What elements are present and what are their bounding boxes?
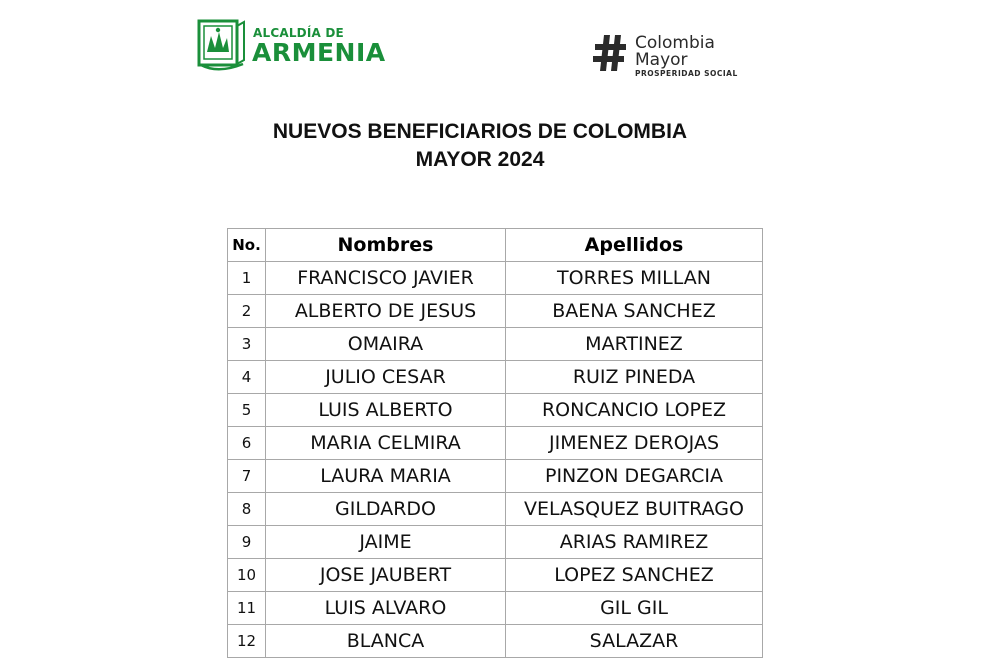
table-row (228, 526, 763, 559)
cell-apellidos: LOPEZ SANCHEZ (506, 559, 763, 592)
table-row (228, 460, 763, 493)
cell-apellidos: SALAZAR (506, 625, 763, 658)
cell-no: 6 (228, 427, 266, 460)
table-header-row (228, 229, 763, 262)
cell-apellidos: PINZON DEGARCIA (506, 460, 763, 493)
cell-no: 12 (228, 625, 266, 658)
cell-no: 7 (228, 460, 266, 493)
cell-apellidos: JIMENEZ DEROJAS (506, 427, 763, 460)
table-row (228, 394, 763, 427)
table-body (228, 262, 763, 658)
cell-apellidos: ARIAS RAMIREZ (506, 526, 763, 559)
title-line-1: NUEVOS BENEFICIARIOS DE COLOMBIA (272, 120, 688, 143)
header-apellidos: Apellidos (506, 229, 763, 262)
cell-nombres: ALBERTO DE JESUS (266, 295, 506, 328)
armenia-logo (197, 18, 397, 74)
beneficiaries-table-wrapper (227, 228, 763, 658)
cell-no: 4 (228, 361, 266, 394)
cell-nombres: LUIS ALVARO (266, 592, 506, 625)
title-line-2: MAYOR 2024 (415, 148, 545, 171)
armenia-logo-main-text: ARMENIA (252, 38, 386, 67)
table-row (228, 427, 763, 460)
cell-no: 2 (228, 295, 266, 328)
cell-no: 10 (228, 559, 266, 592)
table-row (228, 493, 763, 526)
table-row (228, 262, 763, 295)
cell-nombres: JULIO CESAR (266, 361, 506, 394)
cell-apellidos: RUIZ PINEDA (506, 361, 763, 394)
cell-no: 1 (228, 262, 266, 295)
cell-no: 11 (228, 592, 266, 625)
header-nombres: Nombres (266, 229, 506, 262)
cell-nombres: LAURA MARIA (266, 460, 506, 493)
cell-nombres: JOSE JAUBERT (266, 559, 506, 592)
document-title (0, 118, 960, 174)
cell-apellidos: TORRES MILLAN (506, 262, 763, 295)
cell-nombres: BLANCA (266, 625, 506, 658)
cell-nombres: JAIME (266, 526, 506, 559)
cell-nombres: FRANCISCO JAVIER (266, 262, 506, 295)
colombia-mayor-line3: PROSPERIDAD SOCIAL (635, 69, 738, 78)
cell-apellidos: BAENA SANCHEZ (506, 295, 763, 328)
cell-apellidos: VELASQUEZ BUITRAGO (506, 493, 763, 526)
cell-apellidos: RONCANCIO LOPEZ (506, 394, 763, 427)
table-row (228, 361, 763, 394)
armenia-logo-top-text: ALCALDÍA DE (253, 26, 344, 40)
table-row (228, 559, 763, 592)
cell-apellidos: GIL GIL (506, 592, 763, 625)
colombia-mayor-line2: Mayor (635, 50, 688, 70)
cell-no: 9 (228, 526, 266, 559)
cell-no: 3 (228, 328, 266, 361)
table-row (228, 625, 763, 658)
colombia-mayor-logo (592, 33, 752, 83)
cell-no: 5 (228, 394, 266, 427)
cell-nombres: LUIS ALBERTO (266, 394, 506, 427)
armenia-crest-icon (197, 18, 247, 72)
cell-nombres: MARIA CELMIRA (266, 427, 506, 460)
table-row (228, 592, 763, 625)
colombia-mayor-line1: Colombia (635, 33, 715, 53)
beneficiaries-table (227, 228, 763, 658)
cell-nombres: GILDARDO (266, 493, 506, 526)
cell-apellidos: MARTINEZ (506, 328, 763, 361)
header-no: No. (228, 229, 266, 262)
cell-nombres: OMAIRA (266, 328, 506, 361)
table-row (228, 328, 763, 361)
cell-no: 8 (228, 493, 266, 526)
table-row (228, 295, 763, 328)
hashtag-icon (592, 33, 632, 73)
